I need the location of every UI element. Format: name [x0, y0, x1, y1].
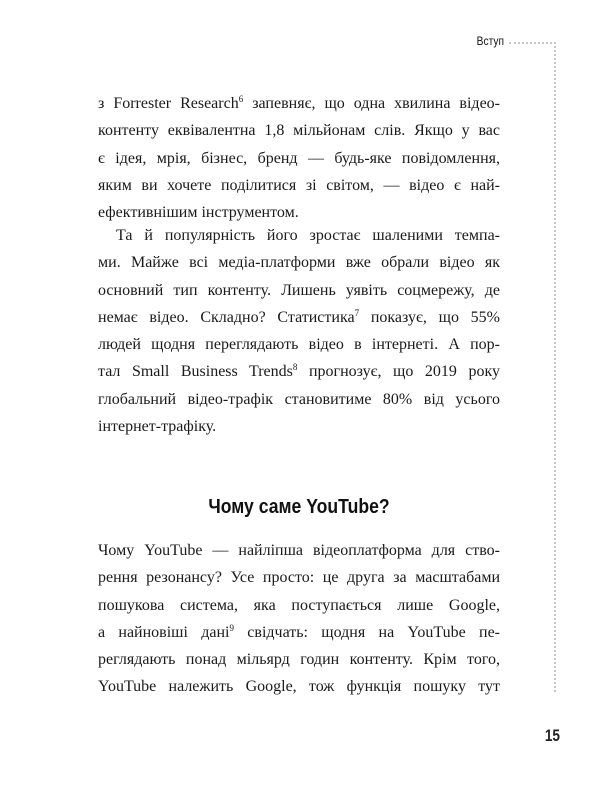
text-segment: пошукова система, яка поступається лише Google, — [98, 596, 500, 614]
paragraph-1 — [98, 90, 500, 226]
footnote-reference: 9 — [229, 622, 234, 633]
text-line — [98, 90, 500, 117]
footnote-reference: 6 — [238, 94, 244, 104]
text-line — [98, 413, 500, 440]
text-segment: контенту еквівалентна 1,8 мільйонам слів. Якщо у вас — [98, 122, 500, 140]
text-segment: інтернет-трафіку. — [98, 418, 217, 436]
text-segment: тал Small Business Trends — [98, 363, 293, 381]
footnote-reference: 8 — [292, 362, 298, 373]
text-segment: свідчать: щодня на YouTube пе- — [234, 623, 501, 641]
text-segment: є ідея, мрія, бізнес, бренд — будь-яке повідомлення, — [98, 149, 500, 167]
text-segment: ми. Майже всі медіа-платформи вже обрали відео як — [98, 254, 500, 272]
text-line — [98, 172, 500, 199]
text-segment: з Forrester Research — [98, 95, 239, 112]
text-line — [98, 537, 500, 564]
text-line — [98, 358, 500, 385]
text-segment: прогнозує, що 2019 року — [297, 363, 501, 381]
text-segment: людей щодня переглядають відео в інтернеті. А пор- — [98, 336, 500, 354]
text-segment: Та й популярність його зростає шаленими темпа- — [116, 227, 500, 244]
running-head: Вступ — [476, 34, 504, 48]
text-line — [98, 304, 500, 331]
text-line — [98, 592, 500, 619]
paragraph-2 — [98, 222, 500, 440]
text-line — [98, 277, 500, 304]
text-line — [98, 619, 500, 646]
text-segment: глобальний відео-трафік становитиме 80% від усього — [98, 390, 500, 408]
dotted-rule-horizontal — [509, 42, 556, 44]
section-heading: Чому саме YouTube? — [208, 496, 390, 518]
text-segment: реглядають понад мільярд годин контенту. Крім того, — [98, 651, 500, 669]
text-segment: показує, що 55% — [359, 308, 501, 326]
page-number: 15 — [544, 726, 560, 745]
text-line — [98, 564, 500, 591]
text-line — [98, 117, 500, 144]
text-segment: запевняє, що одна хвилина відео- — [243, 95, 500, 112]
text-line — [98, 386, 500, 413]
text-line — [98, 673, 500, 700]
dotted-rule-vertical — [554, 42, 556, 692]
text-segment: а найновіші дані — [98, 623, 230, 641]
text-line — [98, 646, 500, 673]
text-segment: немає відео. Складно? Статистика — [98, 308, 355, 326]
text-segment: яким ви хочете поділитися зі світом, — відео є най- — [98, 176, 500, 194]
text-segment: рення резонансу? Усе просто: це друга за масштабами — [98, 569, 500, 587]
text-line — [98, 249, 500, 276]
text-line — [98, 331, 500, 358]
footnote-reference: 7 — [354, 307, 360, 318]
text-segment: Чому YouTube — найліпша відеоплатформа для ство- — [98, 542, 500, 559]
text-segment: YouTube належить Google, тож функція пошуку тут — [98, 678, 500, 696]
text-line — [98, 145, 500, 172]
text-segment: ефективнішим інструментом. — [98, 204, 299, 222]
text-line — [98, 222, 500, 249]
paragraph-3 — [98, 537, 500, 701]
text-segment: основний тип контенту. Лишень уявіть соцмережу, де — [98, 281, 500, 299]
